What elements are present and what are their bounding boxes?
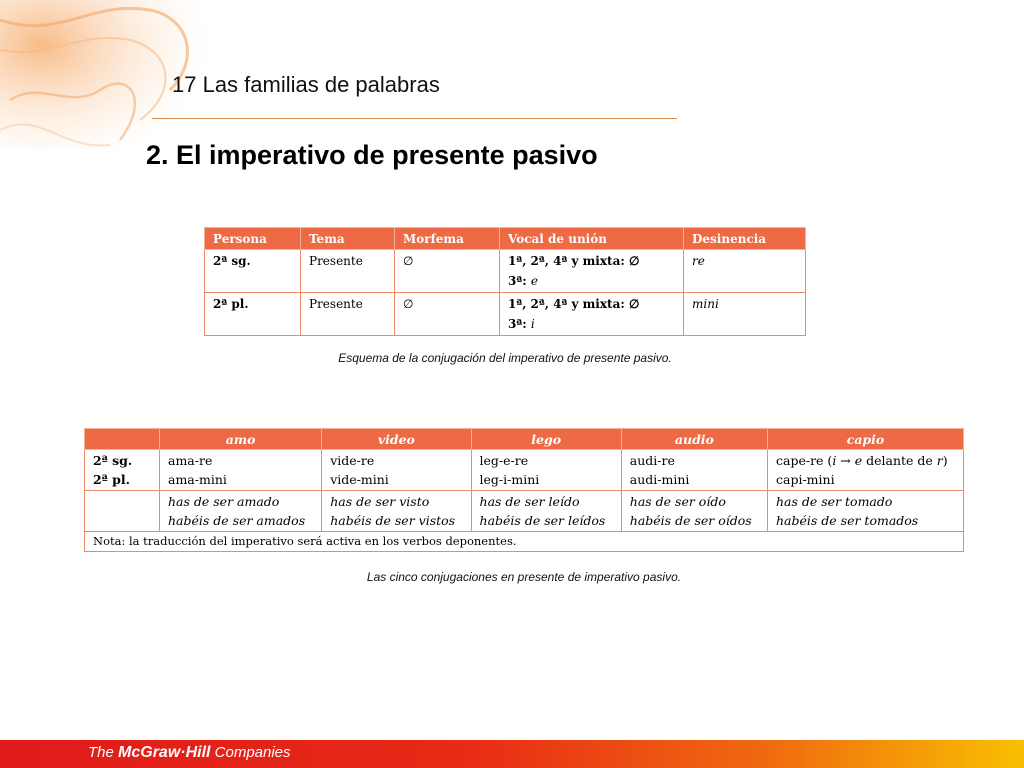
persona-cell xyxy=(85,450,160,491)
translation-cell xyxy=(160,491,322,532)
note-cell: Nota: la traducción del imperativo será activa en los verbos deponentes. xyxy=(85,532,964,552)
translation-pl: habéis de ser tomados xyxy=(776,513,919,528)
form-sg: leg-e-re xyxy=(479,453,529,468)
vocal-line xyxy=(508,271,675,291)
column-header: Morfema xyxy=(395,228,500,250)
translation-sg: has de ser visto xyxy=(330,494,430,509)
tema-cell: Presente xyxy=(301,250,395,293)
vocal-line xyxy=(508,314,675,334)
vocal-line: 1ª, 2ª, 4ª y mixta: ∅ xyxy=(508,254,640,268)
conjugations-table xyxy=(84,428,964,552)
translation-cell xyxy=(621,491,767,532)
form-cell xyxy=(160,450,322,491)
table-caption: Las cinco conjugaciones en presente de imperativo pasivo. xyxy=(366,570,682,584)
form-pl: audi-mini xyxy=(629,472,690,487)
translation-pl: habéis de ser oídos xyxy=(629,513,752,528)
translation-pl: habéis de ser vistos xyxy=(330,513,456,528)
morfema-cell: ∅ xyxy=(395,250,500,293)
vocal-cell xyxy=(500,293,684,336)
imperative-scheme-table xyxy=(204,227,806,336)
section-header: 17 Las familias de palabras xyxy=(172,72,440,97)
vocal-prefix: 3ª: xyxy=(508,274,531,288)
table-row xyxy=(205,250,806,293)
table-row xyxy=(85,491,964,532)
form-sg: ama-re xyxy=(168,453,213,468)
capio-prefix: cape-re ( xyxy=(776,453,833,468)
vocal-value: i xyxy=(530,317,535,331)
table-row xyxy=(85,450,964,491)
column-header: lego xyxy=(471,429,621,450)
table-header-row xyxy=(85,429,964,450)
form-sg: vide-re xyxy=(330,453,375,468)
vocal-value: e xyxy=(530,274,538,288)
persona-cell: 2ª sg. xyxy=(205,250,301,293)
capio-r: r xyxy=(936,453,943,468)
form-pl: vide-mini xyxy=(330,472,389,487)
arrow-icon: → xyxy=(836,453,855,468)
form-sg xyxy=(776,451,955,470)
table-header-row xyxy=(205,228,806,250)
table-row xyxy=(205,293,806,336)
persona-sg: 2ª sg. xyxy=(93,453,133,468)
empty-cell xyxy=(85,491,160,532)
translation-sg: has de ser leído xyxy=(479,494,580,509)
desinencia-value: re xyxy=(692,254,705,268)
translation-cell xyxy=(471,491,621,532)
column-header: video xyxy=(322,429,471,450)
table-caption: Esquema de la conjugación del imperativo de presente pasivo. xyxy=(338,351,672,365)
footer-the: The xyxy=(88,744,119,761)
column-header: amo xyxy=(160,429,322,450)
morfema-cell: ∅ xyxy=(395,293,500,336)
footer-companies: Companies xyxy=(210,744,291,761)
translation-cell xyxy=(768,491,964,532)
form-cell xyxy=(768,450,964,491)
footer-bar xyxy=(0,740,1024,768)
translation-pl: habéis de ser amados xyxy=(168,513,306,528)
table-row xyxy=(85,532,964,552)
form-pl: leg-i-mini xyxy=(479,472,540,487)
form-cell xyxy=(471,450,621,491)
desinencia-cell xyxy=(684,250,806,293)
capio-suffix: ) xyxy=(942,453,948,468)
form-pl: ama-mini xyxy=(168,472,227,487)
column-header: Persona xyxy=(205,228,301,250)
persona-pl: 2ª pl. xyxy=(93,472,130,487)
page-title: 2. El imperativo de presente pasivo xyxy=(146,140,598,170)
form-sg: audi-re xyxy=(629,453,675,468)
translation-sg: has de ser tomado xyxy=(776,494,893,509)
translation-sg: has de ser amado xyxy=(168,494,280,509)
vocal-prefix: 3ª: xyxy=(508,317,531,331)
header-divider xyxy=(152,118,677,119)
column-header: audio xyxy=(621,429,767,450)
translation-sg: has de ser oído xyxy=(629,494,726,509)
column-header: Vocal de unión xyxy=(500,228,684,250)
persona-cell: 2ª pl. xyxy=(205,293,301,336)
footer-brand: McGraw·Hill xyxy=(118,744,211,761)
tema-cell: Presente xyxy=(301,293,395,336)
capio-mid: delante de xyxy=(862,453,937,468)
column-header: Tema xyxy=(301,228,395,250)
footer-logo xyxy=(88,744,291,762)
column-header xyxy=(85,429,160,450)
desinencia-value: mini xyxy=(692,297,719,311)
column-header: capio xyxy=(768,429,964,450)
vocal-line: 1ª, 2ª, 4ª y mixta: ∅ xyxy=(508,297,640,311)
vocal-cell xyxy=(500,250,684,293)
capio-i: i xyxy=(832,453,837,468)
form-cell xyxy=(322,450,471,491)
form-pl: capi-mini xyxy=(776,472,835,487)
form-cell xyxy=(621,450,767,491)
capio-e: e xyxy=(854,453,863,468)
translation-pl: habéis de ser leídos xyxy=(479,513,606,528)
desinencia-cell xyxy=(684,293,806,336)
translation-cell xyxy=(322,491,471,532)
column-header: Desinencia xyxy=(684,228,806,250)
